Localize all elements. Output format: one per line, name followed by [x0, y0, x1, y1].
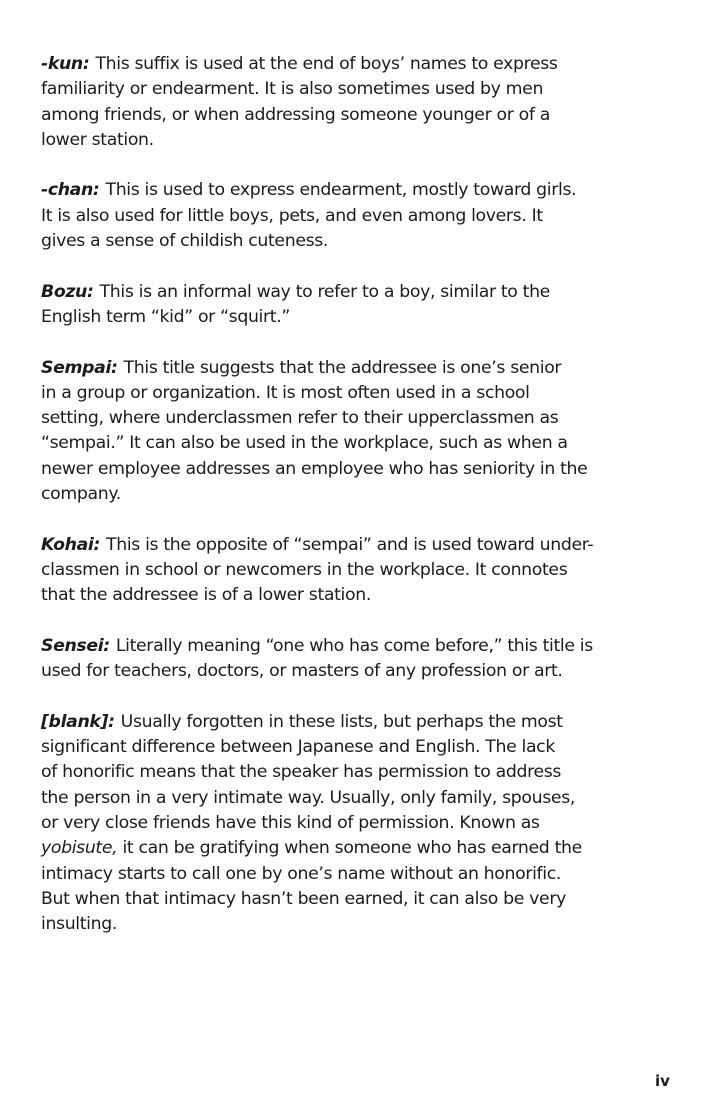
term-label: Kohai:: [41, 534, 101, 555]
entry-bozu: Bozu: This is an informal way to refer to a boy, similar to the English term “kid” or “squirt.”: [41, 281, 550, 327]
term-label: Sempai:: [41, 357, 118, 378]
term-label: Sensei:: [41, 635, 110, 656]
entry-chan: -chan: This is used to express endearment, mostly toward girls. It is also used for little boys, pets, and even among lovers. It gives a sense of childish cuteness.: [41, 180, 577, 252]
term-label: -kun:: [41, 54, 90, 74]
entry-blank: [blank]: Usually forgotten in these lists, but perhaps the most significant difference between Japanese and English. The lack of honorific means that the speaker has permission to address the person in a very intimate way. Usually, only family, spouses, or very close friends have this kind of permission. Known as yobisute, it can be gratifying when someone who has earned the intimacy starts to call one by one’s name without an honorific. But when that intimacy hasn’t been earned, it can also be very insulting.: [41, 711, 582, 935]
entry-kohai: Kohai: This is the opposite of “sempai” and is used toward under- classmen in school or newcomers in the workplace. It connotes that the addressee is of a lower station.: [41, 534, 594, 606]
term-label: Bozu:: [41, 281, 94, 302]
entry-sensei: Sensei: Literally meaning “one who has come before,” this title is used for teachers, doctors, or masters of any profession or art.: [41, 635, 593, 682]
page-number: iv: [655, 1072, 670, 1090]
entry-kun: -kun: This suffix is used at the end of boys’ names to express familiarity or endearment. It is also sometimes used by men among friends, or when addressing someone younger or of a lower station.: [41, 54, 558, 150]
term-label: [blank]:: [41, 711, 115, 732]
italic-term-yobisute: yobisute,: [41, 838, 118, 859]
term-label: -chan:: [41, 180, 100, 201]
entry-sempai: Sempai: This title suggests that the addressee is one’s senior in a group or organization. It is most often used in a school setting, where underclassmen refer to their upperclassmen as “sempai.” It can also be used in the workplace, such as when a newer employee addresses an employee who has seniority in the company.: [41, 357, 588, 505]
glossary-page: [41, 52, 641, 963]
